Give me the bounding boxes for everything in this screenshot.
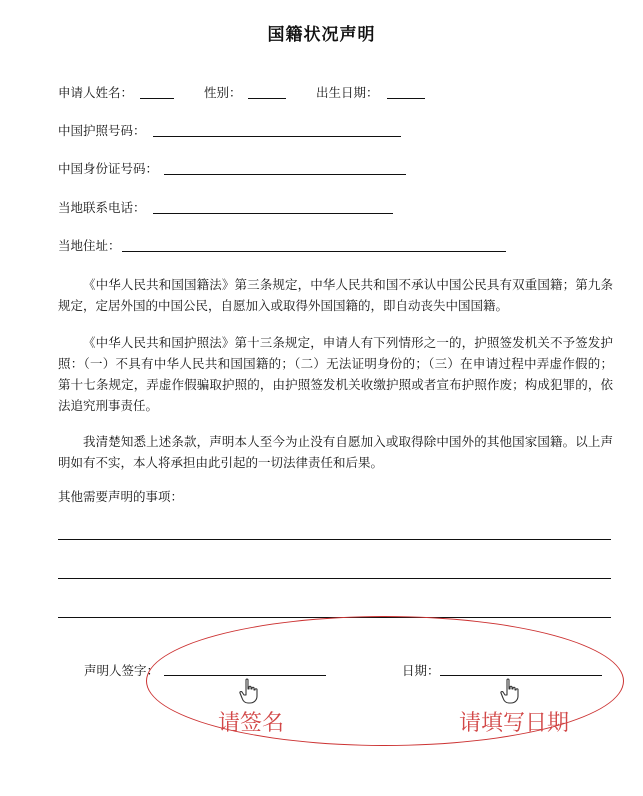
declaration-paragraph: 我清楚知悉上述条款，声明本人至今为止没有自愿加入或取得除中国外的其他国家国籍。以上声明如有不实，本人将承担由此引起的一切法律责任和后果。 <box>58 434 613 470</box>
dob-field[interactable] <box>387 98 425 99</box>
id-label: 中国身份证号码： <box>58 161 159 176</box>
id-field[interactable] <box>164 174 406 175</box>
phone-field[interactable] <box>153 213 393 214</box>
phone-row <box>58 199 408 217</box>
date-hint: 请填写日期 <box>459 711 570 736</box>
signature-field[interactable] <box>164 675 326 676</box>
address-row <box>58 237 518 255</box>
other-matters-label: 其他需要声明的事项： <box>58 489 184 504</box>
gender-label: 性别： <box>204 85 242 100</box>
signer-label: 声明人签字： <box>84 663 160 678</box>
passport-field[interactable] <box>153 136 401 137</box>
name-label: 申请人姓名： <box>58 85 134 100</box>
date-field[interactable] <box>440 675 602 676</box>
passport-law-paragraph: 《中华人民共和国护照法》第十三条规定，申请人有下列情形之一的，护照签发机关不予签发护照：（一）不具有中华人民共和国国籍的；（二）无法证明身份的；（三）在申请过程中弄虚作假的；第十七条规定，弄虚作假骗取护照的，由护照签发机关收缴护照或者宣布护照作废；构成犯罪的，依法追究刑事责任。 <box>58 335 613 413</box>
other-matters-line-2[interactable] <box>58 578 611 579</box>
gender-field[interactable] <box>248 98 286 99</box>
passport-label: 中国护照号码： <box>58 123 146 138</box>
sign-hint: 请签名 <box>218 711 285 736</box>
id-row <box>58 160 418 178</box>
pointing-hand-icon <box>499 678 521 704</box>
nationality-law-paragraph: 《中华人民共和国国籍法》第三条规定，中华人民共和国不承认中国公民具有双重国籍；第九条规定，定居外国的中国公民，自愿加入或取得外国国籍的，即自动丧失中国国籍。 <box>58 277 613 313</box>
date-label: 日期： <box>402 663 440 678</box>
dob-label: 出生日期： <box>316 85 379 100</box>
address-label: 当地住址： <box>58 238 121 253</box>
other-matters-line-1[interactable] <box>58 539 611 540</box>
document-title: 国籍状况声明 <box>267 25 376 45</box>
phone-label: 当地联系电话： <box>58 200 146 215</box>
name-field[interactable] <box>140 98 174 99</box>
pointing-hand-icon <box>238 678 260 704</box>
passport-row <box>58 122 418 140</box>
personal-info-row <box>58 84 438 102</box>
address-field[interactable] <box>122 251 506 252</box>
